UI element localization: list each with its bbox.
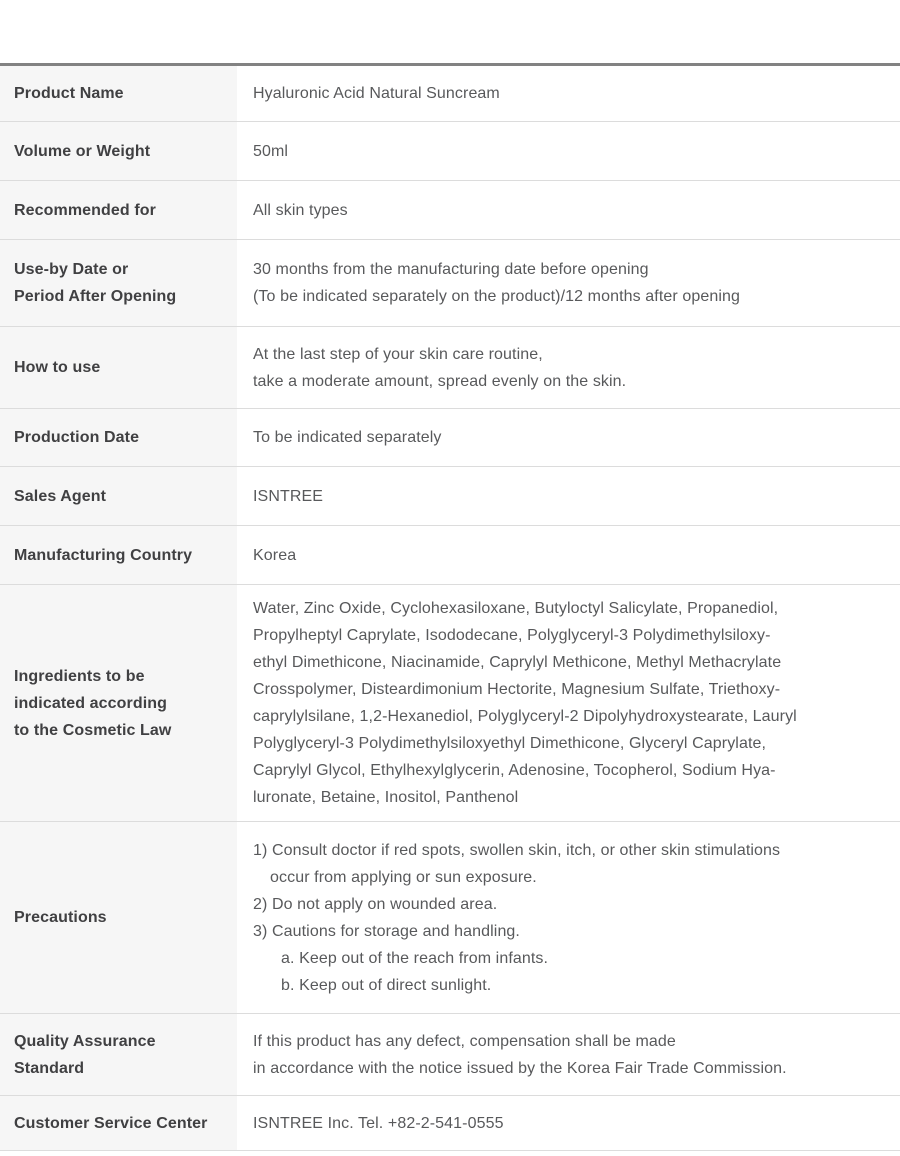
row-label-line: Quality Assurance [14, 1032, 156, 1050]
table-row [0, 66, 900, 122]
table-row [0, 122, 900, 181]
row-value-line: 2) Do not apply on wounded area. [253, 895, 498, 913]
row-value [237, 409, 900, 466]
row-label [0, 822, 237, 1013]
row-value-line: 3) Cautions for storage and handling. [253, 922, 520, 940]
row-value-line: b. Keep out of direct sunlight. [281, 976, 492, 994]
row-value-line: If this product has any defect, compensation shall be made [253, 1032, 676, 1050]
row-value [237, 1096, 900, 1150]
row-value-line: 30 months from the manufacturing date before opening [253, 261, 649, 278]
row-value-line: Propylheptyl Caprylate, Isododecane, Polyglyceryl-3 Polydimethylsiloxy- [253, 627, 771, 644]
row-label-line: Production Date [14, 429, 140, 446]
row-label [0, 526, 237, 584]
table-row [0, 822, 900, 1014]
row-value-line: Caprylyl Glycol, Ethylhexylglycerin, Adenosine, Tocopherol, Sodium Hya- [253, 762, 776, 779]
row-value [237, 240, 900, 326]
row-value-line: 1) Consult doctor if red spots, swollen skin, itch, or other skin stimulations [253, 841, 781, 859]
table-row [0, 327, 900, 409]
row-label [0, 585, 237, 821]
row-value-line: in accordance with the notice issued by the Korea Fair Trade Commission. [253, 1059, 787, 1077]
row-label-line: Period After Opening [14, 288, 177, 305]
product-spec-table [0, 63, 900, 1151]
row-label-line: Manufacturing Country [14, 546, 193, 564]
row-value [237, 66, 900, 121]
row-label-line: Recommended for [14, 201, 156, 219]
row-value-line: Water, Zinc Oxide, Cyclohexasiloxane, Butyloctyl Salicylate, Propanediol, [253, 600, 779, 617]
row-value-line: take a moderate amount, spread evenly on the skin. [253, 372, 627, 390]
row-value [237, 1014, 900, 1095]
row-label-line: Customer Service Center [14, 1114, 208, 1132]
row-label [0, 1014, 237, 1095]
row-value-line: Crosspolymer, Disteardimonium Hectorite, Magnesium Sulfate, Triethoxy- [253, 681, 781, 698]
row-value-line: 50ml [253, 142, 289, 160]
row-value [237, 585, 900, 821]
row-label [0, 122, 237, 180]
row-value-line: At the last step of your skin care routine, [253, 345, 543, 363]
table-row [0, 1096, 900, 1151]
row-value [237, 181, 900, 239]
row-value [237, 822, 900, 1013]
row-value-line: caprylylsilane, 1,2-Hexanediol, Polyglyceryl-2 Dipolyhydroxystearate, Lauryl [253, 708, 797, 725]
row-label [0, 66, 237, 121]
row-label-line: Sales Agent [14, 487, 107, 505]
row-value-line: luronate, Betaine, Inositol, Panthenol [253, 789, 519, 806]
row-label-line: Standard [14, 1059, 85, 1077]
row-value-line: Hyaluronic Acid Natural Suncream [253, 85, 500, 102]
table-row [0, 526, 900, 585]
row-value [237, 526, 900, 584]
row-label-line: indicated according [14, 694, 168, 712]
row-label [0, 467, 237, 525]
table-row [0, 181, 900, 240]
row-label-line: Use-by Date or [14, 261, 129, 278]
row-label-line: Volume or Weight [14, 142, 151, 160]
row-value-line: occur from applying or sun exposure. [270, 868, 537, 886]
row-value-line: ethyl Dimethicone, Niacinamide, Caprylyl Methicone, Methyl Methacrylate [253, 654, 782, 671]
row-label [0, 409, 237, 466]
row-value-line: ISNTREE [253, 487, 324, 505]
row-value-line: Korea [253, 546, 297, 564]
row-value-line: a. Keep out of the reach from infants. [281, 949, 549, 967]
row-value-line: (To be indicated separately on the product)/12 months after opening [253, 288, 741, 305]
row-label [0, 181, 237, 239]
row-label [0, 1096, 237, 1150]
top-spacer [0, 0, 900, 63]
table-row [0, 467, 900, 526]
row-value-line: Polyglyceryl-3 Polydimethylsiloxyethyl Dimethicone, Glyceryl Caprylate, [253, 735, 767, 752]
table-row [0, 1014, 900, 1096]
row-value [237, 467, 900, 525]
row-value-line: All skin types [253, 201, 348, 219]
row-value [237, 327, 900, 408]
row-label-line: How to use [14, 359, 101, 376]
row-label-line: Product Name [14, 85, 124, 102]
table-row [0, 240, 900, 327]
row-value-line: To be indicated separately [253, 429, 442, 446]
row-label [0, 327, 237, 408]
row-value-line: ISNTREE Inc. Tel. +82-2-541-0555 [253, 1114, 504, 1132]
row-label-line: to the Cosmetic Law [14, 721, 172, 739]
row-label-line: Precautions [14, 909, 107, 926]
row-label [0, 240, 237, 326]
table-row [0, 409, 900, 467]
table-row [0, 585, 900, 822]
row-value [237, 122, 900, 180]
row-label-line: Ingredients to be [14, 667, 145, 685]
